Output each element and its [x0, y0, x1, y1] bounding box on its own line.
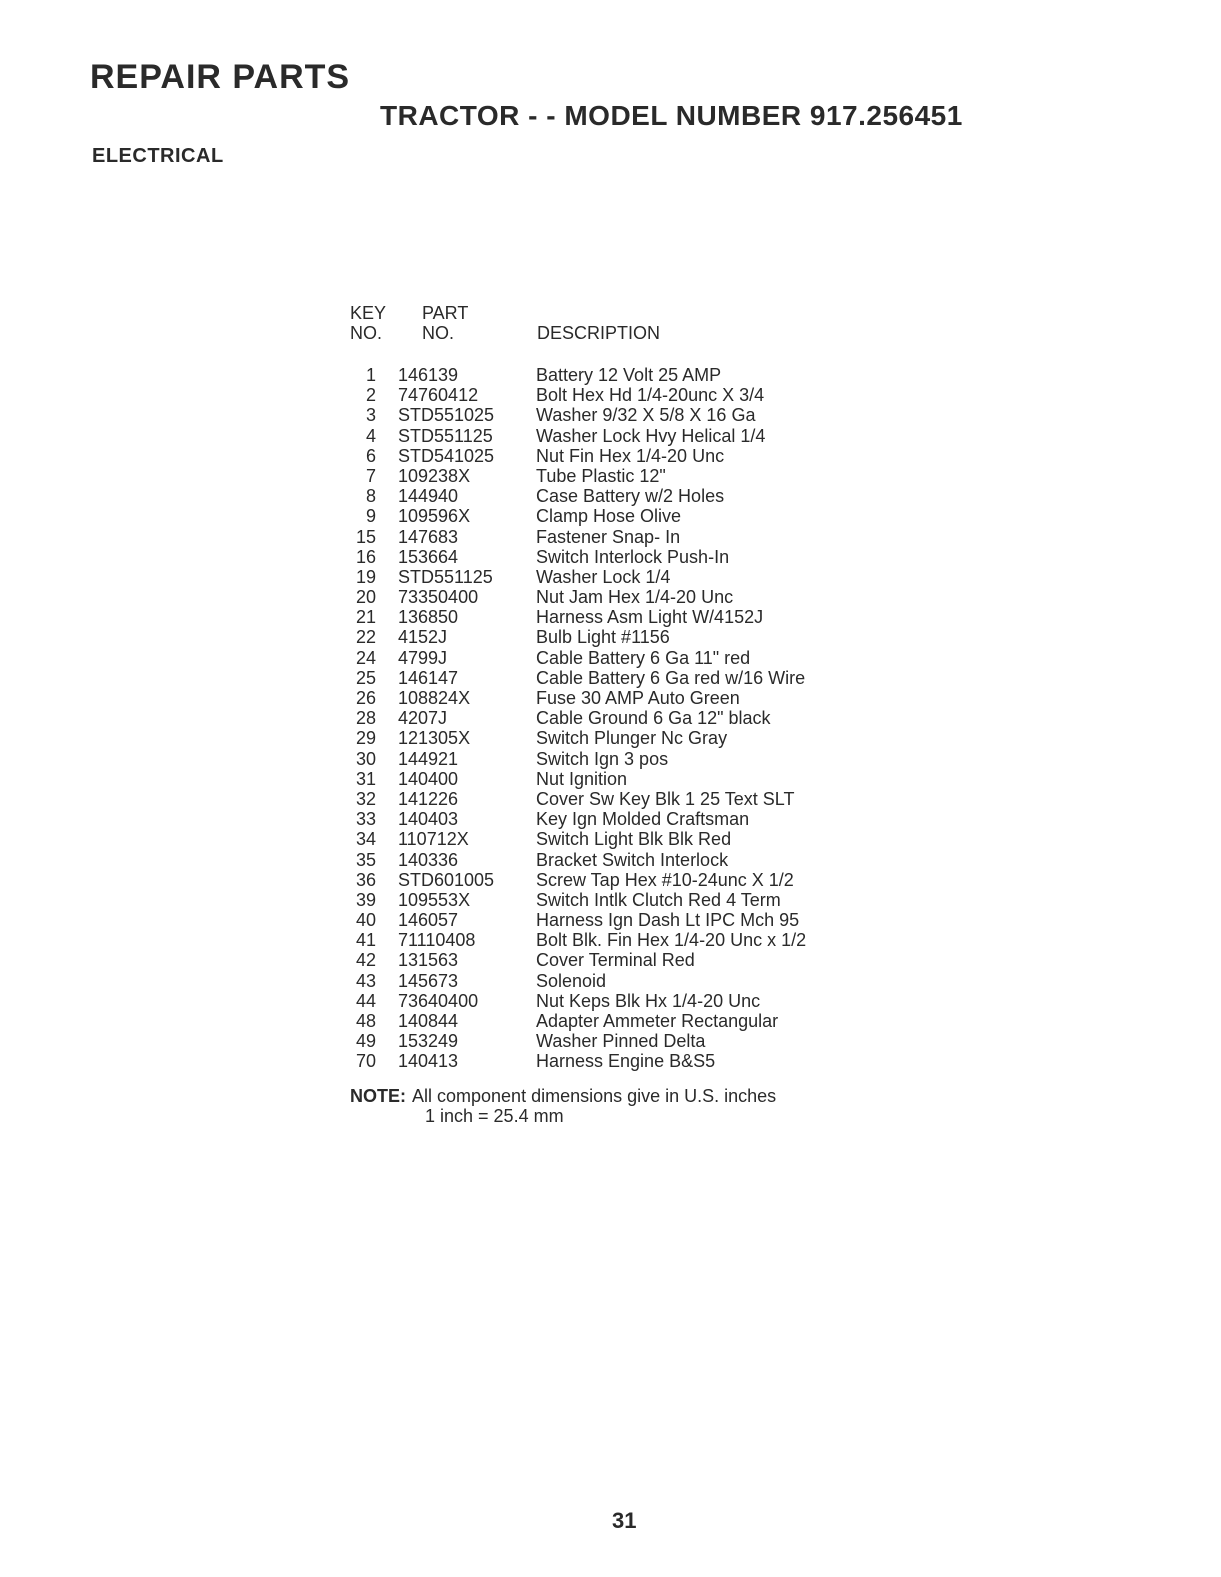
table-row	[340, 547, 866, 567]
column-header-key-line1: KEY	[350, 303, 387, 323]
table-row	[340, 769, 866, 789]
table-row	[340, 405, 866, 425]
table-row	[340, 688, 866, 708]
key-cell: 35	[355, 849, 376, 870]
parts-table-body	[340, 365, 866, 1072]
description-cell: Bolt Hex Hd 1/4-20unc X 3/4	[536, 385, 765, 406]
part-cell: 144921	[398, 748, 459, 769]
part-cell: 140844	[398, 1011, 459, 1031]
parts-table	[340, 365, 866, 1072]
description-cell: Harness Asm Light W/4152J	[536, 607, 764, 628]
key-cell: 26	[355, 688, 376, 708]
key-cell: 41	[355, 930, 376, 951]
page-number: 31	[612, 1508, 637, 1533]
table-row	[340, 991, 866, 1011]
key-cell: 34	[355, 829, 376, 850]
key-cell: 28	[355, 708, 376, 729]
part-cell: 71110408	[398, 930, 476, 951]
description-cell: Bulb Light #1156	[536, 627, 670, 648]
table-row	[340, 446, 866, 466]
column-header-part-line2: NO.	[422, 323, 455, 343]
key-cell: 3	[365, 405, 376, 426]
part-cell: 110712X	[398, 829, 469, 850]
key-cell: 2	[365, 385, 376, 406]
table-row	[340, 607, 866, 627]
key-cell: 49	[355, 1031, 376, 1052]
key-cell: 8	[365, 486, 376, 507]
part-cell: 146057	[398, 910, 459, 931]
part-cell: 109596X	[398, 506, 471, 527]
description-cell: Switch Light Blk Blk Red	[536, 829, 732, 850]
table-row	[340, 648, 866, 668]
page-title: REPAIR PARTS	[90, 58, 351, 96]
key-cell: 70	[355, 1051, 376, 1072]
key-cell: 1	[365, 365, 376, 385]
table-row	[340, 385, 866, 405]
key-cell: 43	[355, 970, 376, 991]
key-cell: 36	[355, 869, 376, 890]
key-cell: 9	[365, 506, 376, 527]
key-cell: 25	[355, 667, 376, 688]
part-cell: 140403	[398, 809, 459, 830]
part-cell: STD601005	[398, 869, 495, 890]
table-row	[340, 567, 866, 587]
key-cell: 4	[365, 425, 376, 446]
part-cell: STD551025	[398, 405, 495, 426]
description-cell: Cover Terminal Red	[536, 950, 695, 971]
table-row	[340, 486, 866, 506]
part-cell: 153249	[398, 1031, 459, 1052]
key-cell: 16	[355, 546, 376, 567]
model-title: TRACTOR - - MODEL NUMBER 917.256451	[380, 100, 963, 131]
table-row	[340, 506, 866, 526]
description-cell: Clamp Hose Olive	[536, 506, 682, 527]
table-row	[340, 708, 866, 728]
description-cell: Fuse 30 AMP Auto Green	[536, 688, 740, 708]
table-row	[340, 426, 866, 446]
table-row	[340, 870, 866, 890]
description-cell: Screw Tap Hex #10-24unc X 1/2	[536, 869, 794, 890]
note-line2: 1 inch = 25.4 mm	[425, 1106, 564, 1126]
key-cell: 6	[365, 445, 376, 466]
description-cell: Case Battery w/2 Holes	[536, 486, 725, 507]
part-cell: STD551125	[398, 566, 493, 587]
key-cell: 24	[355, 647, 376, 668]
description-cell: Harness Engine B&S5	[536, 1051, 716, 1072]
description-cell: Washer Lock 1/4	[536, 566, 671, 587]
description-cell: Adapter Ammeter Rectangular	[536, 1011, 779, 1031]
description-cell: Washer Pinned Delta	[536, 1031, 706, 1052]
description-cell: Fastener Snap- In	[536, 526, 681, 547]
part-cell: 147683	[398, 526, 459, 547]
table-row	[340, 950, 866, 970]
part-cell: 136850	[398, 607, 459, 628]
description-cell: Bolt Blk. Fin Hex 1/4-20 Unc x 1/2	[536, 930, 807, 951]
key-cell: 19	[355, 566, 376, 587]
key-cell: 29	[355, 728, 376, 749]
description-cell: Cable Battery 6 Ga red w/16 Wire	[536, 667, 806, 688]
key-cell: 30	[355, 748, 376, 769]
part-cell: 140400	[398, 768, 459, 789]
table-row	[340, 627, 866, 647]
part-cell: 4152J	[398, 627, 448, 648]
part-cell: 153664	[398, 546, 459, 567]
part-cell: 140413	[398, 1051, 459, 1072]
table-row	[340, 1031, 866, 1051]
description-cell: Nut Keps Blk Hx 1/4-20 Unc	[536, 990, 761, 1011]
key-cell: 39	[355, 889, 376, 910]
table-row	[340, 930, 866, 950]
table-row	[340, 890, 866, 910]
part-cell: 73640400	[398, 990, 479, 1011]
column-header-part-line1: PART	[422, 303, 469, 323]
part-cell: STD541025	[398, 445, 495, 466]
description-cell: Switch Plunger Nc Gray	[536, 728, 728, 749]
part-cell: 140336	[398, 849, 459, 870]
description-cell: Cover Sw Key Blk 1 25 Text SLT	[536, 788, 795, 809]
table-row	[340, 527, 866, 547]
description-cell: Cable Ground 6 Ga 12" black	[536, 708, 771, 729]
table-row	[340, 850, 866, 870]
key-cell: 48	[355, 1011, 376, 1031]
column-header-description: DESCRIPTION	[537, 323, 661, 343]
part-cell: 146139	[398, 365, 459, 385]
table-row	[340, 809, 866, 829]
part-cell: 145673	[398, 970, 459, 991]
part-cell: 109553X	[398, 889, 471, 910]
description-cell: Solenoid	[536, 970, 607, 991]
description-cell: Washer Lock Hvy Helical 1/4	[536, 425, 766, 446]
description-cell: Nut Jam Hex 1/4-20 Unc	[536, 587, 734, 608]
note-label: NOTE:	[350, 1086, 406, 1106]
part-cell: 121305X	[398, 728, 471, 749]
part-cell: 141226	[398, 788, 459, 809]
key-cell: 21	[355, 607, 376, 628]
table-row	[340, 971, 866, 991]
table-row	[340, 910, 866, 930]
key-cell: 7	[365, 465, 376, 486]
key-cell: 22	[355, 627, 376, 648]
table-row	[340, 365, 866, 385]
description-cell: Bracket Switch Interlock	[536, 849, 729, 870]
section-title: ELECTRICAL	[92, 145, 224, 167]
key-cell: 33	[355, 809, 376, 830]
description-cell: Nut Ignition	[536, 768, 628, 789]
key-cell: 31	[355, 768, 376, 789]
key-cell: 15	[355, 526, 376, 547]
note-line1: All component dimensions give in U.S. inches	[412, 1086, 777, 1106]
key-cell: 42	[355, 950, 376, 971]
part-cell: 4799J	[398, 647, 448, 668]
part-cell: 73350400	[398, 587, 479, 608]
part-cell: 144940	[398, 486, 459, 507]
key-cell: 40	[355, 910, 376, 931]
description-cell: Cable Battery 6 Ga 11" red	[536, 647, 751, 668]
note	[350, 1086, 776, 1106]
column-header-key-line2: NO.	[350, 323, 383, 343]
key-cell: 44	[355, 990, 376, 1011]
part-cell: 74760412	[398, 385, 479, 406]
part-cell: 146147	[398, 667, 459, 688]
table-row	[340, 749, 866, 769]
table-row	[340, 789, 866, 809]
part-cell: 131563	[398, 950, 459, 971]
table-row	[340, 587, 866, 607]
description-cell: Nut Fin Hex 1/4-20 Unc	[536, 445, 725, 466]
description-cell: Switch Interlock Push-In	[536, 546, 730, 567]
table-row	[340, 668, 866, 688]
table-row	[340, 1011, 866, 1031]
description-cell: Key Ign Molded Craftsman	[536, 809, 750, 830]
part-cell: 4207J	[398, 708, 448, 729]
key-cell: 20	[355, 587, 376, 608]
part-cell: 108824X	[398, 688, 471, 708]
table-row	[340, 1051, 866, 1071]
description-cell: Switch Intlk Clutch Red 4 Term	[536, 889, 781, 910]
description-cell: Switch Ign 3 pos	[536, 748, 669, 769]
table-row	[340, 728, 866, 748]
description-cell: Harness Ign Dash Lt IPC Mch 95	[536, 910, 800, 931]
part-cell: STD551125	[398, 425, 493, 446]
table-row	[340, 829, 866, 849]
description-cell: Tube Plastic 12"	[536, 465, 666, 486]
description-cell: Washer 9/32 X 5/8 X 16 Ga	[536, 405, 756, 426]
table-row	[340, 466, 866, 486]
key-cell: 32	[355, 788, 376, 809]
description-cell: Battery 12 Volt 25 AMP	[536, 365, 722, 385]
part-cell: 109238X	[398, 465, 471, 486]
